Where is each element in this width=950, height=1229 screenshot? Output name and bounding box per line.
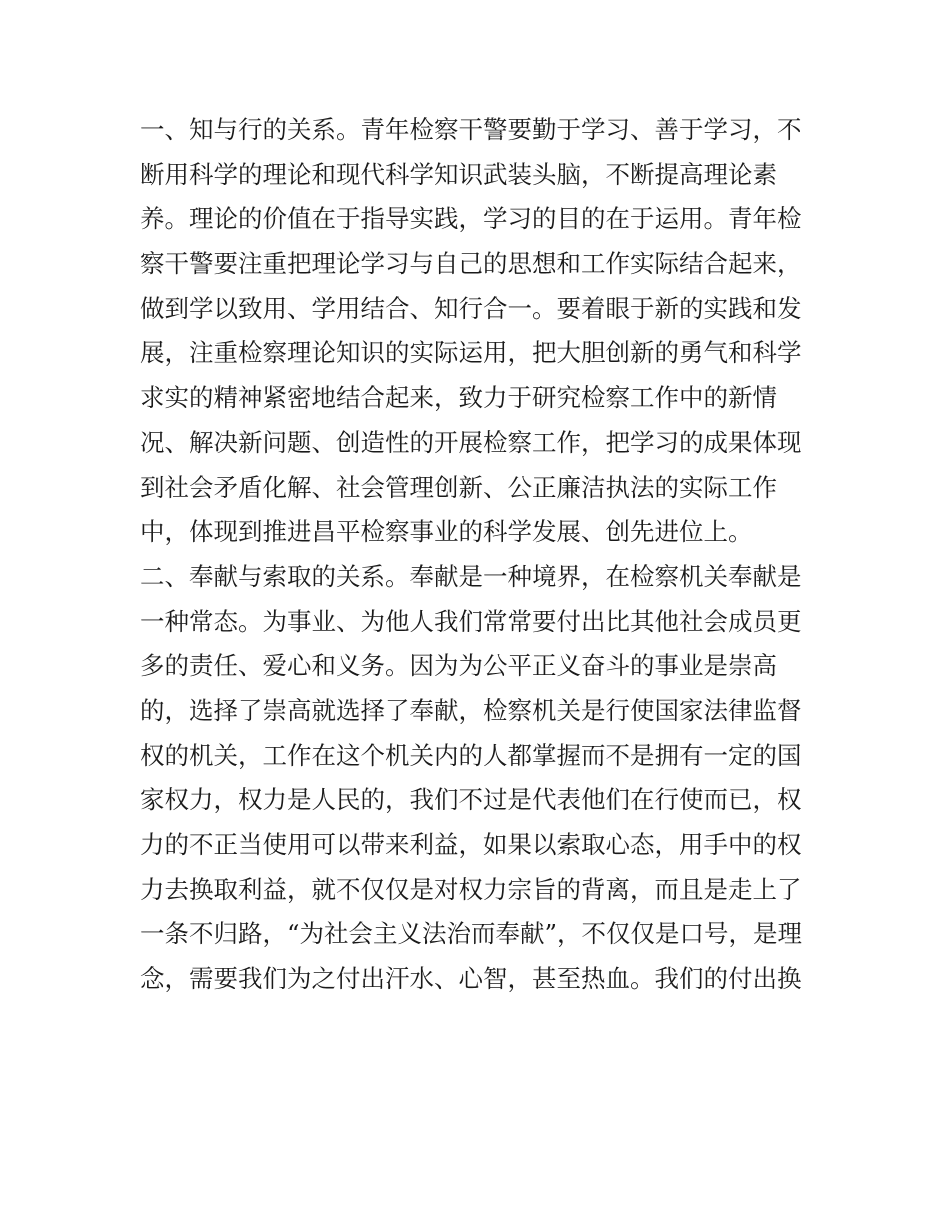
text-line: 多的责任、爱心和义务。因为为公平正义奋斗的事业是崇高 bbox=[140, 651, 777, 681]
text-line: 察干警要注重把理论学习与自己的思想和工作实际结合起来， bbox=[140, 249, 802, 279]
text-line: 一条不归路，“为社会主义法治而奉献”，不仅仅是口号，是理 bbox=[140, 919, 803, 949]
text-line: 力去换取利益，就不仅仅是对权力宗旨的背离，而且是走上了 bbox=[140, 874, 802, 904]
text-line: 况、解决新问题、创造性的开展检察工作，把学习的成果体现 bbox=[140, 427, 802, 457]
text-line: 的，选择了崇高就选择了奉献，检察机关是行使国家法律监督 bbox=[140, 695, 802, 725]
text-line: 家权力，权力是人民的，我们不过是代表他们在行使而已，权 bbox=[140, 785, 802, 815]
text-line: 到社会矛盾化解、社会管理创新、公正廉洁执法的实际工作 bbox=[140, 472, 777, 502]
text-line: 一种常态。为事业、为他人我们常常要付出比其他社会成员更 bbox=[140, 606, 802, 636]
text-line: 权的机关，工作在这个机关内的人都掌握而不是拥有一定的国 bbox=[140, 740, 802, 770]
text-line: 中，体现到推进昌平检察事业的科学发展、创先进位上。 bbox=[140, 517, 753, 547]
text-line: 二、奉献与索取的关系。奉献是一种境界，在检察机关奉献是 bbox=[140, 561, 802, 591]
text-line: 求实的精神紧密地结合起来，致力于研究检察工作中的新情 bbox=[140, 383, 777, 413]
text-line: 断用科学的理论和现代科学知识武装头脑，不断提高理论素 bbox=[140, 159, 777, 189]
text-line: 展，注重检察理论知识的实际运用，把大胆创新的勇气和科学 bbox=[140, 338, 802, 368]
text-line: 一、知与行的关系。青年检察干警要勤于学习、善于学习，不 bbox=[140, 115, 802, 144]
body-text bbox=[140, 108, 840, 1002]
text-line: 养。理论的价值在于指导实践，学习的目的在于运用。青年检 bbox=[140, 204, 802, 234]
text-line: 做到学以致用、学用结合、知行合一。要着眼于新的实践和发 bbox=[140, 293, 802, 323]
text-line: 力的不正当使用可以带来利益，如果以索取心态，用手中的权 bbox=[140, 830, 802, 859]
text-line: 念，需要我们为之付出汗水、心智，甚至热血。我们的付出换 bbox=[140, 964, 802, 994]
